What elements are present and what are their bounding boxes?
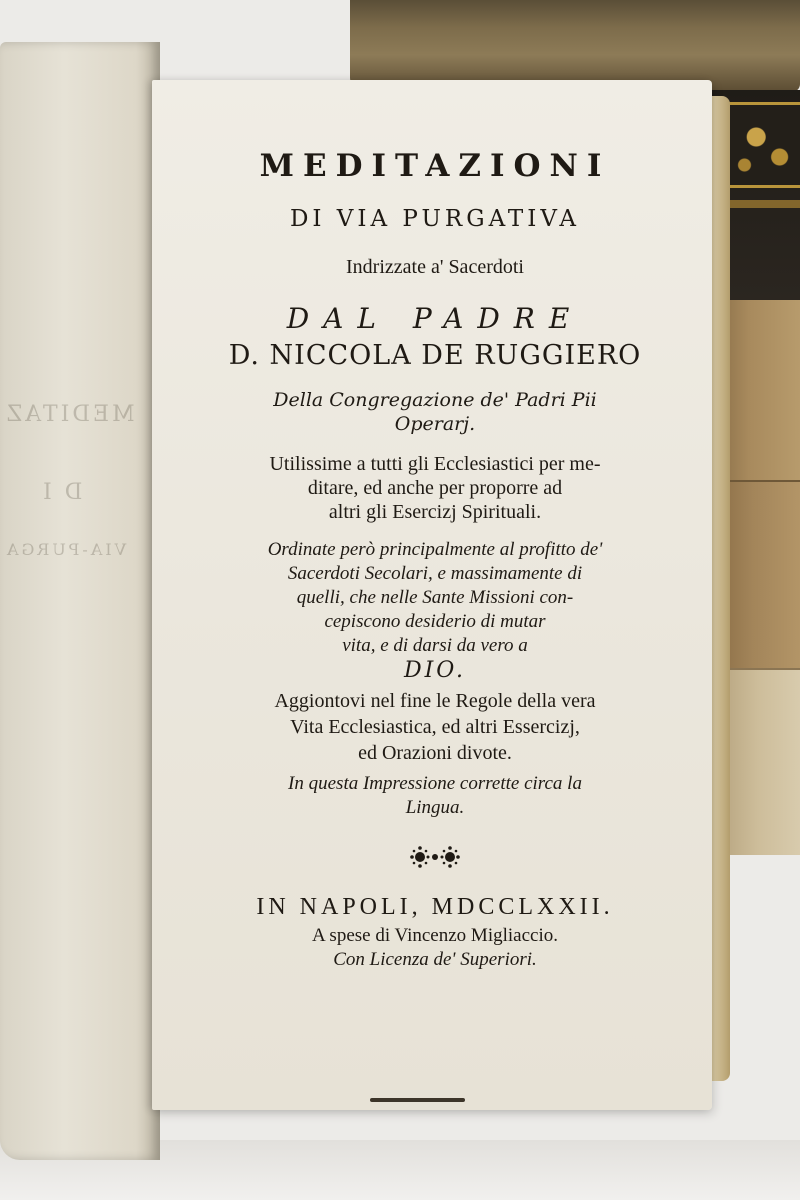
imprint-block xyxy=(195,924,675,972)
text-line: Ordinate però principalmente al profitto de' xyxy=(267,539,603,560)
text-line: In questa Impressione corrette circa la xyxy=(288,773,582,794)
text-line: Lingua. xyxy=(405,797,465,818)
text-line: quelli, che nelle Sante Missioni con- xyxy=(296,587,574,608)
printers-ornament xyxy=(195,842,675,876)
aggiuntovi-block xyxy=(195,688,675,766)
imprint-license: Con Licenza de' Superiori. xyxy=(333,949,537,970)
left-facing-page xyxy=(0,42,160,1160)
text-line: Vita Ecclesiastica, ed altri Essercizj, xyxy=(290,716,580,738)
book-title: MEDITAZIONI xyxy=(259,148,611,184)
gilt-band xyxy=(722,200,800,208)
text-line: Della Congregazione de' Padri Pii xyxy=(273,389,597,411)
text-line: vita, e di darsi da vero a xyxy=(342,635,528,656)
dedication-line: Indrizzate a' Sacerdoti xyxy=(346,256,524,278)
showthrough-text: D I xyxy=(40,480,83,505)
author-name: D. NICCOLA DE RUGGIERO xyxy=(228,340,642,371)
text-line: Sacerdoti Secolari, e massimamente di xyxy=(287,563,583,584)
text-line: altri gli Esercizj Spirituali. xyxy=(328,501,542,523)
fleuron-icon xyxy=(405,842,465,872)
utility-block xyxy=(195,452,675,524)
showthrough-text: VIA-PURGA xyxy=(4,540,127,559)
ordinate-block xyxy=(195,538,675,658)
text-line: Utilissime a tutti gli Ecclesiastici per me- xyxy=(269,453,601,475)
text-line: Operarj. xyxy=(394,413,476,435)
imprint-publisher: A spese di Vincenzo Migliaccio. xyxy=(312,925,558,946)
congregation-block xyxy=(195,388,675,436)
text-line: ed Orazioni divote. xyxy=(358,742,512,764)
imprint-city: IN NAPOLI, MDCCLXXII. xyxy=(256,894,614,920)
dal-padre-line: DAL PADRE xyxy=(286,302,584,335)
impressione-block xyxy=(195,772,675,820)
gilt-ornament xyxy=(722,102,800,188)
background-book-top xyxy=(350,0,800,92)
showthrough-text: MEDITAZ xyxy=(4,402,135,427)
text-line: Aggiontovi nel fine le Regole della vera xyxy=(274,690,596,712)
text-line: ditare, ed anche per proporre ad xyxy=(307,477,563,499)
text-line: cepiscono desiderio di mutar xyxy=(324,611,546,632)
book-subtitle: DI VIA PURGATIVA xyxy=(289,206,581,232)
page-bottom-rule xyxy=(370,1098,465,1102)
dio-line: DIO. xyxy=(403,658,467,683)
